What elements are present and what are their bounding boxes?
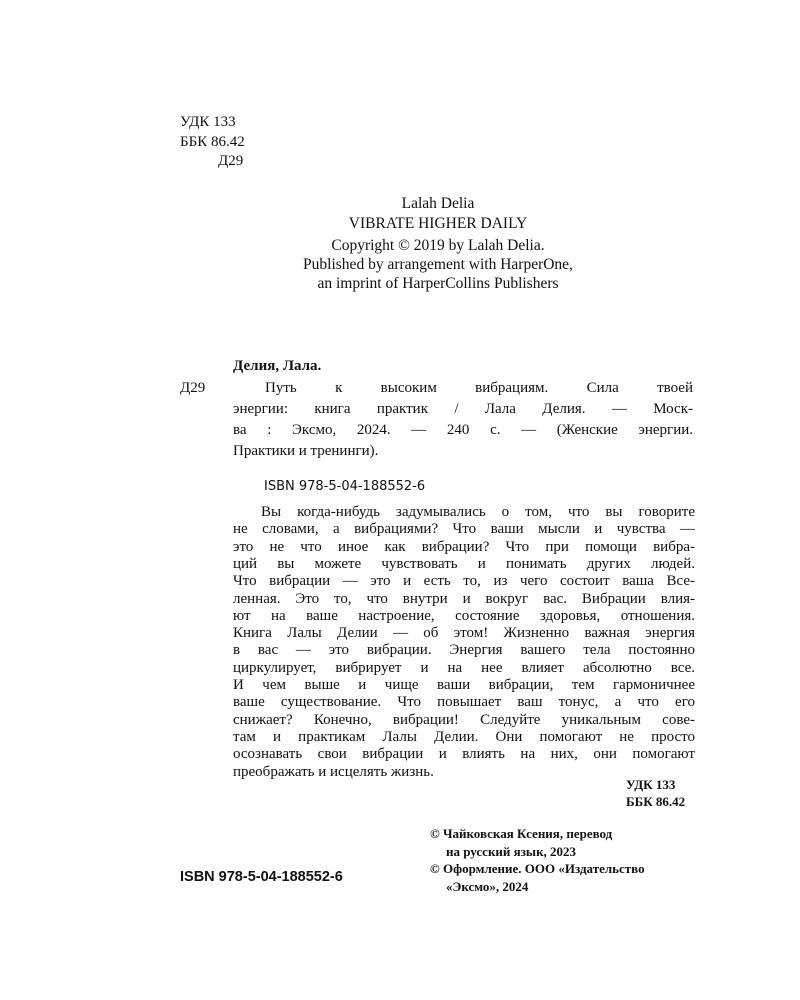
bbk-top: ББК 86.42 xyxy=(180,134,245,150)
udk-top: УДК 133 xyxy=(180,114,236,130)
text-line: Практики и тренинги). xyxy=(233,443,379,459)
text-line: в вас — это вибрации. Энергия вашего тела постоянно xyxy=(233,642,695,659)
text-line: ют на ваше настроение, состояние здоровья, отношения. xyxy=(233,607,695,624)
text-line: Книга Лалы Делии — об этом! Жизненно важная энергия xyxy=(233,625,695,642)
text-line: И чем выше и чище ваши вибрации, тем гармоничнее xyxy=(233,677,695,693)
text-line: ва : Эксмо, 2024. — 240 с. — (Женские энергии. xyxy=(233,422,693,438)
text-line: Вы когда-нибудь задумывались о том, что вы говорите xyxy=(261,504,695,520)
text-line: снижает? Конечно, вибрации! Следуйте уникальным сове- xyxy=(233,711,695,728)
text-line: ленная. Это то, что внутри и вокруг вас. Вибрации влия- xyxy=(233,590,695,607)
copyright-line: «Эксмо», 2024 xyxy=(446,879,529,894)
text-line: там и практикам Лалы Делии. Они помогают не просто xyxy=(233,728,695,745)
copyright-line: © Оформление. ООО «Издательство xyxy=(430,861,645,876)
text-line: осознавать свои вибрации и влиять на них, они помогают xyxy=(233,746,695,763)
text-line: энергии: книга практик / Лала Делия. — Моск- xyxy=(233,401,693,417)
entry-sign: Д29 xyxy=(180,380,206,396)
copyright-line: © Чайковская Ксения, перевод xyxy=(430,826,613,841)
text-line: ваше существование. Что повышает ваш тонус, а что его xyxy=(233,694,695,711)
author-sign-top: Д29 xyxy=(218,153,244,169)
original-author: Lalah Delia xyxy=(401,195,475,212)
bbk-bottom: ББК 86.42 xyxy=(626,794,686,809)
text-line: это не что иное как вибрации? Что при помощи вибра- xyxy=(233,538,695,555)
text-line: не словами, а вибрациями? Что ваши мысли и чувства — xyxy=(233,521,695,538)
text-line: ций вы можете чувствовать и понимать других людей. xyxy=(233,555,695,572)
original-line: an imprint of HarperCollins Publishers xyxy=(317,275,559,292)
original-line: Copyright © 2019 by Lalah Delia. xyxy=(331,237,545,254)
entry-isbn: ISBN 978-5-04-188552-6 xyxy=(264,479,426,494)
entry-heading: Делия, Лала. xyxy=(233,358,322,374)
original-title: VIBRATE HIGHER DAILY xyxy=(348,215,528,232)
text-line: циркулирует, вибрирует и на нее влияет абсолютно все. xyxy=(233,659,695,676)
text-line: Что вибрации — это и есть то, из чего состоит ваша Все- xyxy=(233,573,695,590)
udk-bottom: УДК 133 xyxy=(626,777,676,792)
original-line: Published by arrangement with HarperOne, xyxy=(303,256,573,273)
isbn-bottom: ISBN 978-5-04-188552-6 xyxy=(180,869,343,885)
text-line: преображать и исцелять жизнь. xyxy=(233,763,434,780)
copyright-line: на русский язык, 2023 xyxy=(446,844,577,859)
text-line: Путь к высоким вибрациям. Сила твоей xyxy=(265,380,693,396)
